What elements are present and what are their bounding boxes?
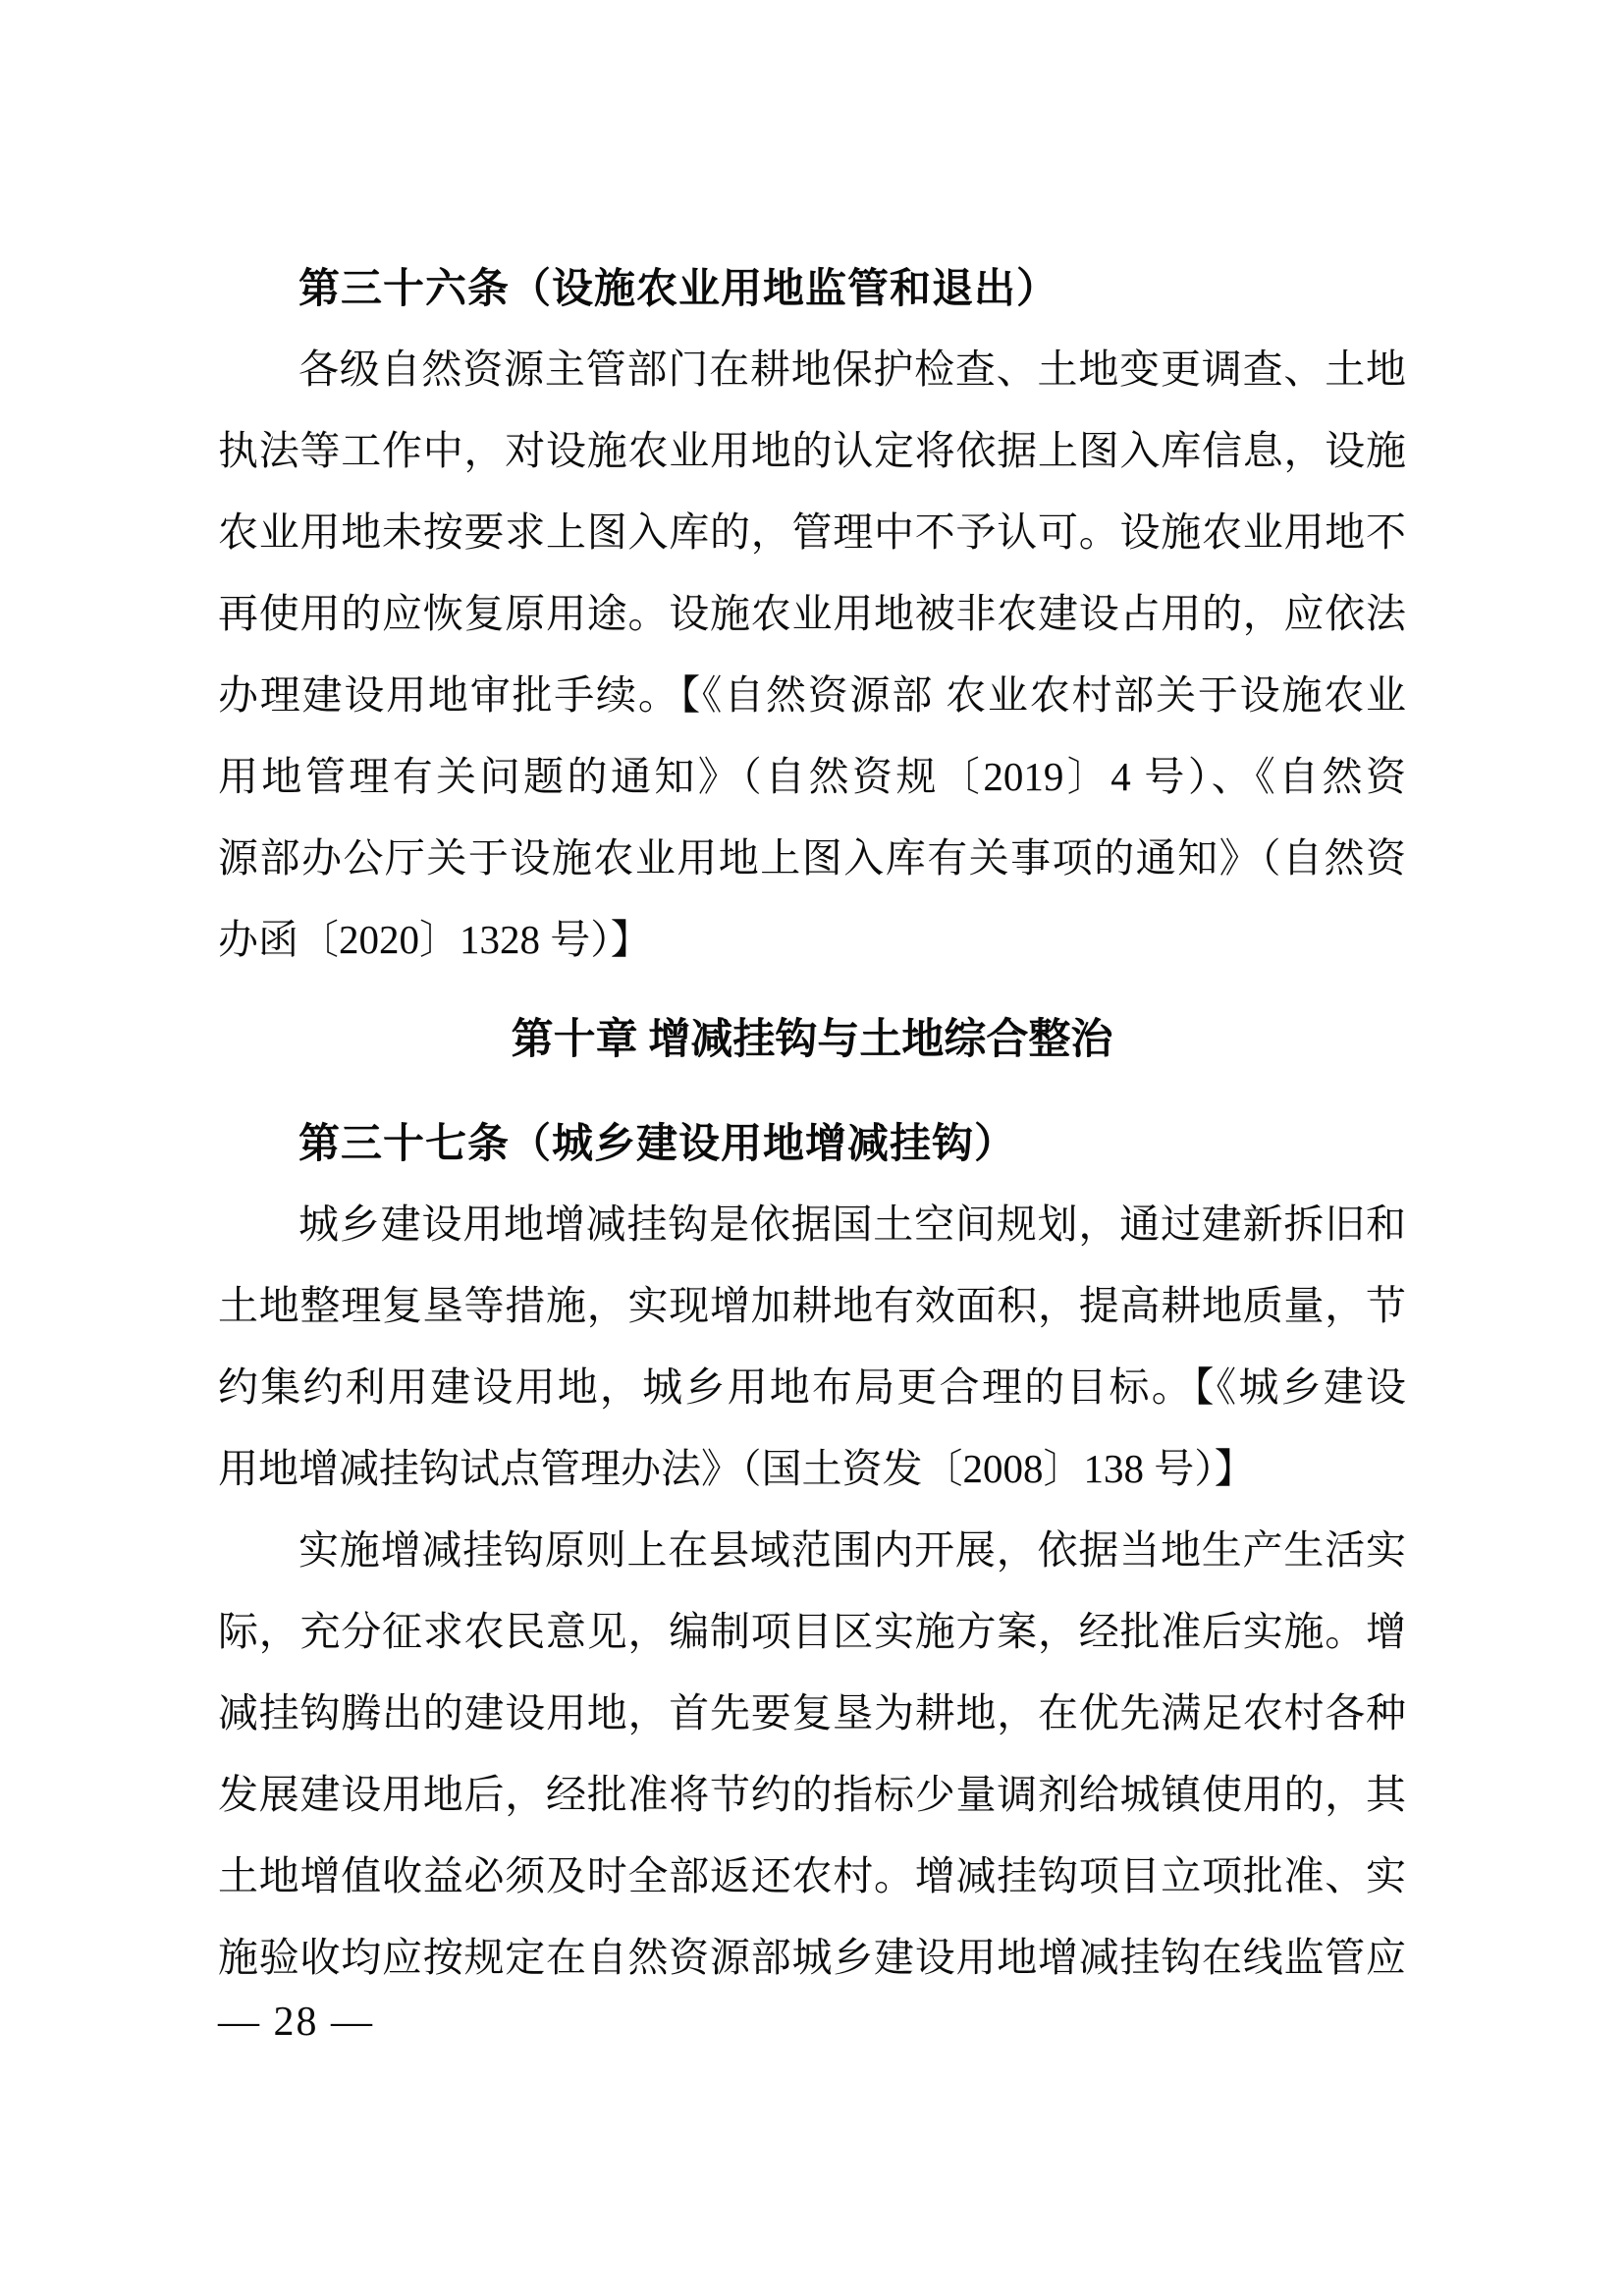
body-line: 农业用地未按要求上图入库的，管理中不予认可。设施农业用地不: [218, 509, 1406, 555]
body-line: 用地增减挂钩试点管理办法》（国土资发〔2008〕138 号）】: [218, 1446, 1255, 1491]
chapter-10-heading: 第十章 增减挂钩与土地综合整治: [511, 1017, 1113, 1063]
body-line: 约集约利用建设用地，城乡用地布局更合理的目标。【《城乡建设: [218, 1364, 1406, 1410]
body-line: 发展建设用地后，经批准将节约的指标少量调剂给城镇使用的，其: [218, 1772, 1406, 1817]
body-line: 际，充分征求农民意见，编制项目区实施方案，经批准后实施。增: [218, 1609, 1406, 1654]
page-number: — 28 —: [218, 2000, 374, 2045]
body-line: 再使用的应恢复原用途。设施农业用地被非农建设占用的，应依法: [218, 591, 1406, 636]
body-line: 用地管理有关问题的通知》（自然资规〔2019〕4 号）、《自然资: [218, 754, 1406, 799]
body-line: 办函〔2020〕1328 号）】: [218, 917, 651, 962]
body-line: 城乡建设用地增减挂钩是依据国土空间规划，通过建新拆旧和: [298, 1201, 1406, 1247]
body-line: 各级自然资源主管部门在耕地保护检查、土地变更调查、土地: [298, 347, 1406, 392]
body-line: 办理建设用地审批手续。【《自然资源部 农业农村部关于设施农业: [218, 672, 1406, 718]
body-line: 施验收均应按规定在自然资源部城乡建设用地增减挂钩在线监管应: [218, 1935, 1406, 1980]
body-line: 源部办公厅关于设施农业用地上图入库有关事项的通知》（自然资: [218, 835, 1406, 881]
body-line: 执法等工作中，对设施农业用地的认定将依据上图入库信息，设施: [218, 428, 1406, 473]
body-line: 土地整理复垦等措施，实现增加耕地有效面积，提高耕地质量，节: [218, 1283, 1406, 1328]
body-line: 土地增值收益必须及时全部返还农村。增减挂钩项目立项批准、实: [218, 1853, 1406, 1898]
body-line: 实施增减挂钩原则上在县域范围内开展，依据当地生产生活实: [298, 1527, 1406, 1573]
body-line: 减挂钩腾出的建设用地，首先要复垦为耕地，在优先满足农村各种: [218, 1690, 1406, 1735]
document-body: [218, 247, 1406, 1999]
article-37-heading: 第三十七条（城乡建设用地增减挂钩）: [298, 1120, 1017, 1166]
article-36-heading: 第三十六条（设施农业用地监管和退出）: [298, 265, 1059, 311]
